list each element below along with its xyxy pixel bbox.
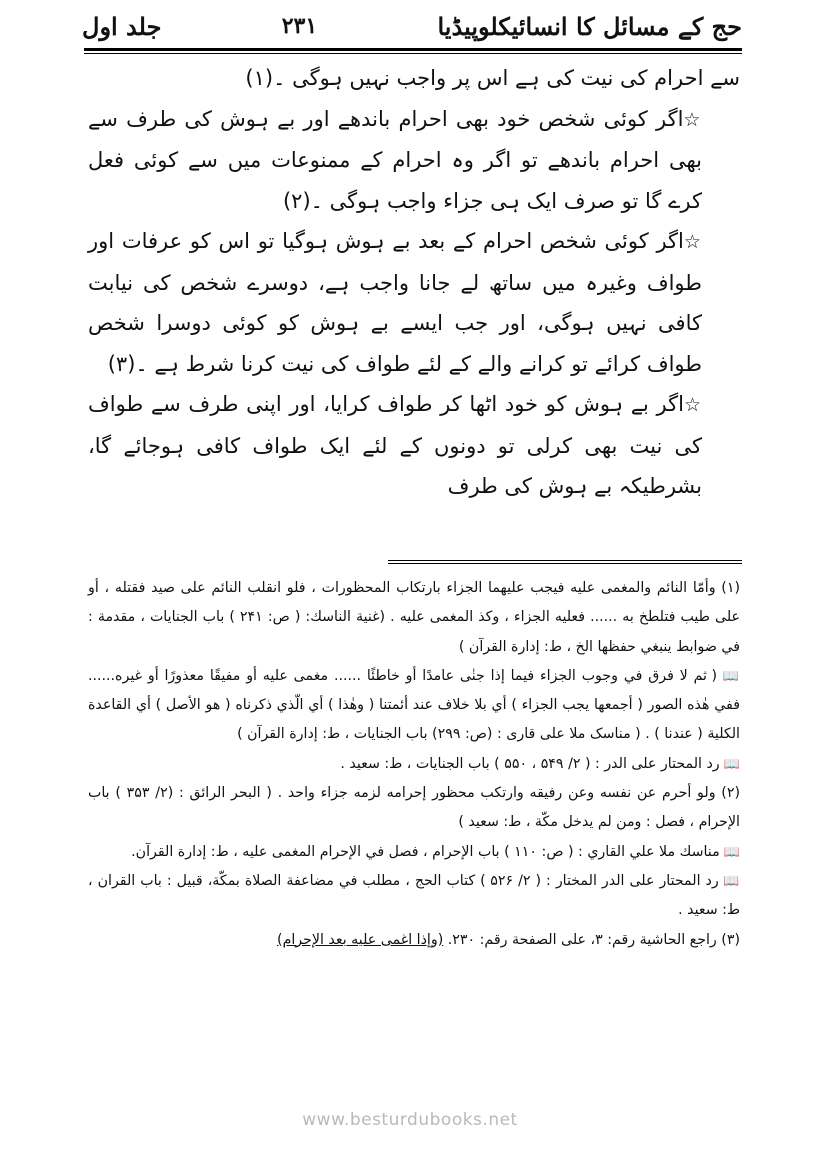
footnote-separator — [388, 560, 742, 564]
page-number: ۲۳۱ — [281, 13, 318, 39]
paragraph: ☆اگر کوئی شخص احرام کے بعد بے ہوش ہوگیا تو اس کو عرفات اور طواف وغیرہ میں ساتھ لے جانا واجب ہے، دوسرے شخص کی نیابت کافی نہیں ہوگی، اور جب ایسے بے ہوش کو کوئی دوسرا شخص طواف کرائے تو کرانے والے کے لئے طواف کی نیت کرنا شرط ہے ۔(۳) — [88, 229, 702, 376]
star-icon: ☆ — [683, 394, 702, 416]
footnotes — [88, 574, 740, 955]
paragraph: سے احرام کی نیت کی ہے اس پر واجب نہیں ہوگی ۔(۱) — [245, 66, 740, 90]
footnote: (۳) راجع الحاشية رقم: ۳، على الصفحة رقم: ۲۳۰. (وإذا اغمى عليه بعد الإحرام) — [277, 931, 740, 948]
paragraph: ☆اگر کوئی شخص خود بھی احرام باندھے اور بے ہوش کی طرف سے بھی احرام باندھے تو اگر وہ احرام کے ممنوعات میں سے کوئی فعل کرے گا تو صرف ایک ہی جزاء واجب ہوگی ۔(۲) — [88, 106, 702, 213]
book-icon: 📖 — [719, 844, 740, 860]
book-icon: 📖 — [717, 668, 740, 684]
footnote: 📖 ( ثم لا فرق في وجوب الجزاء فيما إذا جنٰى عامدًا أو خاطئًا ...... مغمى عليه أو مفيقًا معذورًا أو غيره...... ففي هٰذه الصور ( أجمعها يجب الجزاء ) أي بلا خلاف عند أئمتنا ( وهٰذا ) أي الّذي ذكرناه ( هو الأصل ) أي القاعدة الكلية ( عندنا ) . ( مناسک ملا علی قاری : (ص: ۲۹۹) باب الجنايات ، ط: إدارة القرآن ) — [88, 667, 740, 743]
footnote: (۲) ولو أحرم عن نفسه وعن رفيقه وارتكب محظور إحرامه لزمه جزاء واحد . ( البحر الرائق : (۲/ ۳۵۳ ) باب الإحرام ، فصل : ومن لم يدخل مكّة ، ط: سعيد ) — [88, 785, 740, 831]
book-icon: 📖 — [718, 873, 741, 889]
footnote: 📖 رد المحتار على الدر المختار : ( ۲/ ۵۲۶ ) كتاب الحج ، مطلب في مضاعفة الصلاة بمكّة، قبيل : باب القران ، ط: سعيد . — [88, 872, 741, 919]
volume-label: جلد اول — [82, 11, 162, 41]
page-header — [82, 8, 742, 44]
footnote: (۱) وأمّا النائم والمغمى عليه فيجب عليهما الجزاء بارتكاب المحظورات ، فلو انقلب النائم على صيد فقتله ، أو على طيب فتلطخ به ...... فعليه الجزاء ، وكذ المغمى عليه . (غنية الناسك: ( ص: ۲۴۱ ) باب الجنايات ، مقدمة : في ضوابط ينبغي حفظها الخ ، ط: إدارة القرآن ) — [88, 580, 740, 655]
star-icon: ☆ — [683, 108, 702, 131]
paragraph: ☆اگر بے ہوش کو خود اٹھا کر طواف کرایا، اور اپنی طرف سے طواف کی نیت بھی کرلی تو دونوں کے لئے ایک طواف کافی ہوجائے گا، بشرطیکہ بے ہوش کی طرف — [88, 392, 702, 498]
body-text — [88, 58, 740, 507]
footnote-link[interactable]: (وإذا اغمى عليه بعد الإحرام) — [277, 931, 444, 948]
footnote: 📖 رد المحتار على الدر : ( ۲/ ۵۴۹ ، ۵۵۰ ) باب الجنايات ، ط: سعيد . — [340, 755, 740, 772]
watermark: www.besturdubooks.net — [302, 1110, 518, 1130]
header-rule — [84, 48, 742, 54]
star-icon: ☆ — [683, 231, 702, 253]
book-title: حج کے مسائل کا انسائیکلوپیڈیا — [437, 11, 742, 41]
footnote: 📖 مناسك ملا علي القاري : ( ص: ۱۱۰ ) باب الإحرام ، فصل في الإحرام المغمى عليه ، ط: إدارة القرآن. — [131, 843, 740, 860]
book-icon: 📖 — [719, 756, 740, 772]
